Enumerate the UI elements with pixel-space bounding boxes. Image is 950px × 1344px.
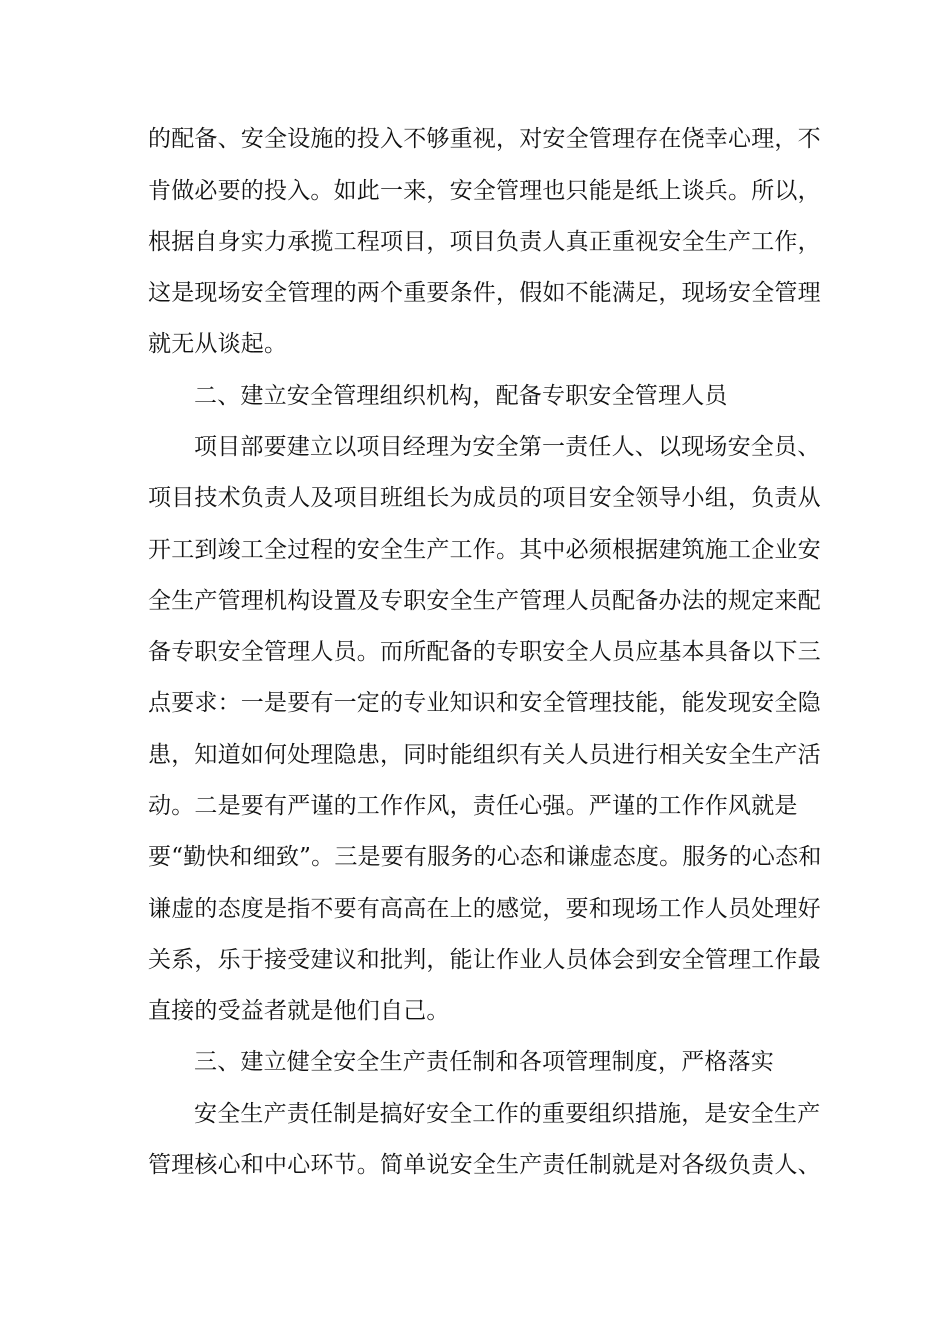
paragraph-line-17: 关系，乐于接受建议和批判，能让作业人员体会到安全管理工作最 <box>148 947 821 973</box>
paragraph-line-12: 点要求：一是要有一定的专业知识和安全管理技能，能发现安全隐 <box>148 690 821 716</box>
section-heading-3: 三、建立健全安全生产责任制和各项管理制度，严格落实 <box>194 1049 774 1075</box>
paragraph-line-5: 就无从谈起。 <box>148 331 288 357</box>
paragraph-line-18: 直接的受益者就是他们自己。 <box>148 998 450 1024</box>
paragraph-line-1: 的配备、安全设施的投入不够重视，对安全管理存在侥幸心理，不 <box>148 126 821 152</box>
paragraph-line-14: 动。二是要有严谨的工作作风，责任心强。严谨的工作作风就是 <box>148 793 798 819</box>
paragraph-line-7: 项目部要建立以项目经理为安全第一责任人、以现场安全员、 <box>194 434 821 460</box>
paragraph-line-20: 安全生产责任制是搞好安全工作的重要组织措施，是安全生产 <box>194 1101 821 1127</box>
paragraph-line-3: 根据自身实力承揽工程项目，项目负责人真正重视安全生产工作， <box>148 229 821 255</box>
paragraph-line-15: 要“勤快和细致”。三是要有服务的心态和谦虚态度。服务的心态和 <box>148 844 822 870</box>
paragraph-line-11: 备专职安全管理人员。而所配备的专职安全人员应基本具备以下三 <box>148 639 821 665</box>
section-heading-2: 二、建立安全管理组织机构，配备专职安全管理人员 <box>194 383 728 409</box>
paragraph-line-4: 这是现场安全管理的两个重要条件，假如不能满足，现场安全管理 <box>148 280 821 306</box>
paragraph-line-2: 肯做必要的投入。如此一来，安全管理也只能是纸上谈兵。所以， <box>148 178 821 204</box>
paragraph-line-21: 管理核心和中心环节。简单说安全生产责任制就是对各级负责人、 <box>148 1152 821 1178</box>
paragraph-line-9: 开工到竣工全过程的安全生产工作。其中必须根据建筑施工企业安 <box>148 537 821 563</box>
paragraph-line-8: 项目技术负责人及项目班组长为成员的项目安全领导小组，负责从 <box>148 485 821 511</box>
paragraph-line-16: 谦虚的态度是指不要有高高在上的感觉，要和现场工作人员处理好 <box>148 896 821 922</box>
paragraph-line-13: 患，知道如何处理隐患，同时能组织有关人员进行相关安全生产活 <box>148 742 821 768</box>
paragraph-line-10: 全生产管理机构设置及专职安全生产管理人员配备办法的规定来配 <box>148 588 821 614</box>
